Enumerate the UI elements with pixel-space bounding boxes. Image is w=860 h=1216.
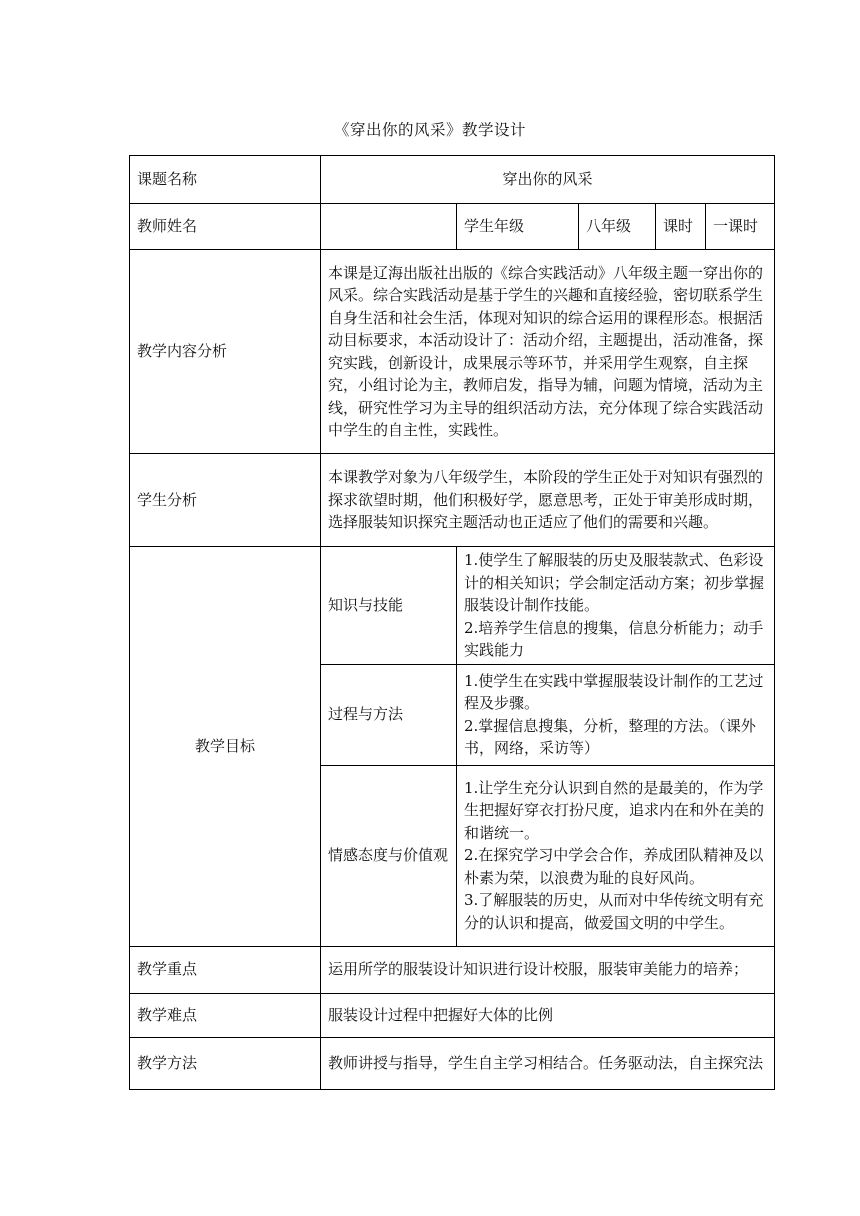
grade-value: 八年级 bbox=[579, 204, 656, 250]
grade-label: 学生年级 bbox=[457, 204, 579, 250]
lesson-plan-table bbox=[129, 155, 775, 1090]
difficulty-text: 服装设计过程中把握好大体的比例 bbox=[321, 993, 775, 1037]
row-teacher bbox=[130, 204, 775, 250]
emotion-item-1: 1.让学生充分认识到自然的是最美的，作为学生把握好穿衣打扮尺度，追求内在和外在美的和谐统一。 bbox=[464, 778, 765, 842]
emotion-item-2: 2.在探究学习中学会合作，养成团队精神及以朴素为荣，以浪费为耻的良好风尚。 bbox=[464, 846, 764, 887]
process-label: 过程与方法 bbox=[321, 664, 457, 765]
key-point-label: 教学重点 bbox=[130, 946, 321, 993]
process-item-2: 2.掌握信息搜集，分析，整理的方法。（课外书，网络，采访等） bbox=[464, 716, 756, 757]
topic-label: 课题名称 bbox=[130, 156, 321, 204]
emotion-content bbox=[457, 765, 775, 946]
objectives-label: 教学目标 bbox=[130, 547, 321, 947]
page-title: 《穿出你的风采》教学设计 bbox=[333, 121, 526, 139]
process-content bbox=[457, 664, 775, 765]
teacher-label: 教师姓名 bbox=[130, 204, 321, 250]
content-analysis-text: 本课是辽海出版社出版的《综合实践活动》八年级主题一穿出你的风采。综合实践活动是基于学生的兴趣和直接经验，密切联系学生自身生活和社会生活，体现对知识的综合运用的课程形态。根据活动目标要求，本活动设计了：活动介绍，主题提出，活动准备，探究实践，创新设计，成果展示等环节，并采用学生观察，自主探究，小组讨论为主，教师启发，指导为辅，问题为情境，活动为主线，研究性学习为主导的组织活动方法，充分体现了综合实践活动中学生的自主性，实践性。 bbox=[321, 250, 775, 454]
method-text: 教师讲授与指导，学生自主学习相结合。任务驱动法，自主探究法 bbox=[321, 1037, 775, 1089]
row-student-analysis bbox=[130, 454, 775, 547]
student-analysis-label: 学生分析 bbox=[130, 454, 321, 547]
emotion-item-3: 3.了解服装的历史，从而对中华传统文明有充分的认识和提高，做爱国文明的中学生。 bbox=[464, 891, 764, 932]
process-item-1: 1.使学生在实践中掌握服装设计制作的工艺过程及步骤。 bbox=[464, 671, 764, 712]
period-value: 一课时 bbox=[706, 204, 775, 250]
topic-value: 穿出你的风采 bbox=[321, 156, 775, 204]
method-label: 教学方法 bbox=[130, 1037, 321, 1089]
row-topic bbox=[130, 156, 775, 204]
row-objective-knowledge bbox=[130, 547, 775, 665]
content-analysis-label: 教学内容分析 bbox=[130, 250, 321, 454]
key-point-text: 运用所学的服装设计知识进行设计校服，服装审美能力的培养； bbox=[321, 946, 775, 993]
knowledge-label: 知识与技能 bbox=[321, 547, 457, 665]
period-label: 课时 bbox=[656, 204, 706, 250]
knowledge-item-1: 1.使学生了解服装的历史及服装款式、色彩设计的相关知识；学会制定活动方案；初步掌握服装设计制作技能。 bbox=[464, 551, 765, 614]
row-key-point bbox=[130, 946, 775, 993]
knowledge-item-2: 2.培养学生信息的搜集，信息分析能力；动手实践能力 bbox=[464, 618, 764, 659]
emotion-label: 情感态度与价值观 bbox=[321, 765, 457, 946]
knowledge-content bbox=[457, 547, 775, 665]
row-method bbox=[130, 1037, 775, 1089]
row-difficulty bbox=[130, 993, 775, 1037]
row-content-analysis bbox=[130, 250, 775, 454]
teacher-name-value bbox=[321, 204, 457, 250]
difficulty-label: 教学难点 bbox=[130, 993, 321, 1037]
student-analysis-text: 本课教学对象为八年级学生，本阶段的学生正处于对知识有强烈的探求欲望时期，他们积极好学，愿意思考，正处于审美形成时期，选择服装知识探究主题活动也正适应了他们的需要和兴趣。 bbox=[321, 454, 775, 547]
